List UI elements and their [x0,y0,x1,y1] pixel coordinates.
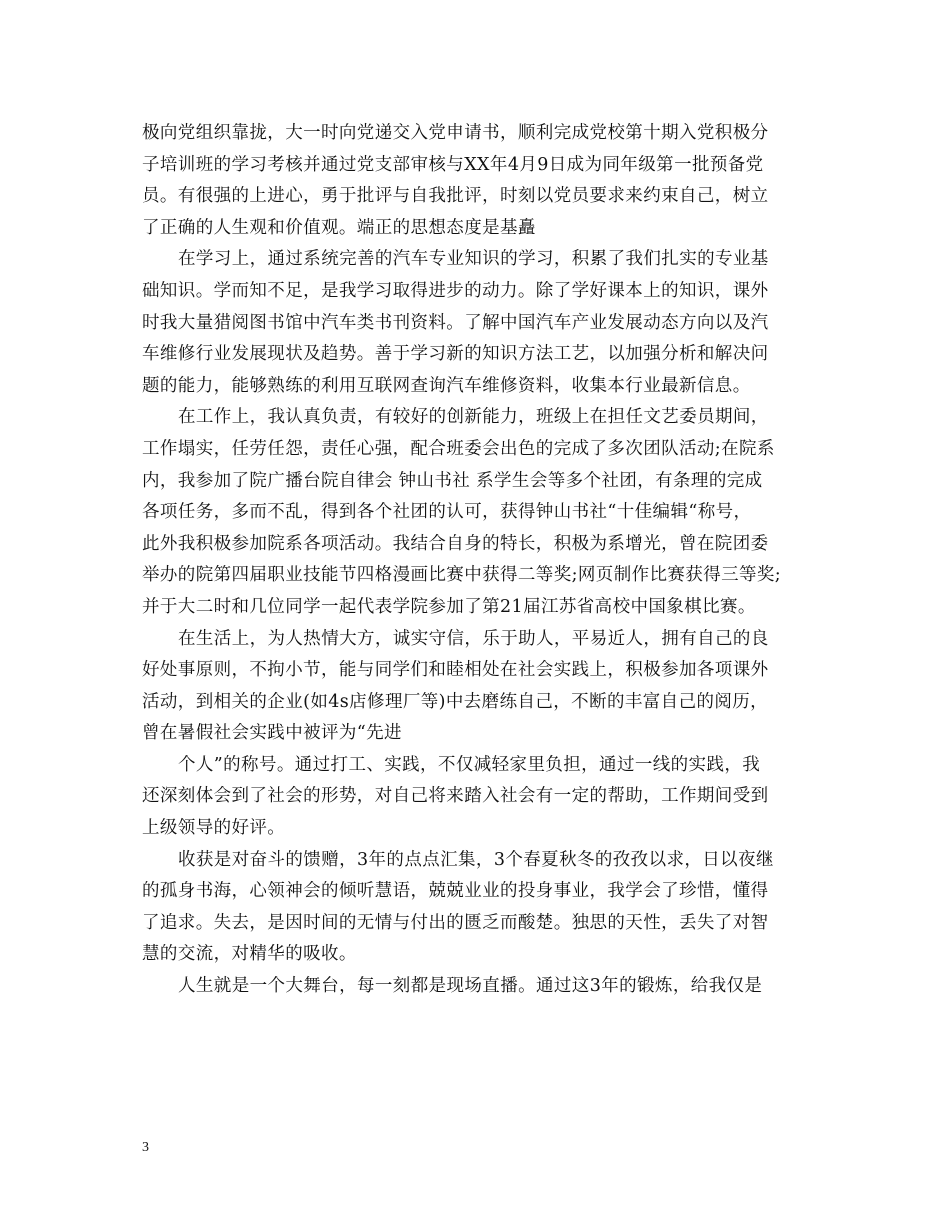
document-body [142,118,812,1003]
text-line: 子培训班的学习考核并通过党支部审核与XX年4月9日成为同年级第一批预备党 [142,154,764,175]
text-line: 了正确的人生观和价值观。端正的思想态度是基矗 [142,217,536,238]
text-line: 在工作上，我认真负责，有较好的创新能力，班级上在担任文艺委员期间， [178,407,769,428]
text-line: 此外我积极参加院系各项活动。我结合自身的特长，积极为系增光，曾在院团委 [142,533,769,554]
text-line: 了追求。失去，是因时间的无情与付出的匮乏而酸楚。独思的天性，丢失了对智 [142,912,769,933]
text-line: 活动，到相关的企业(如4s店修理厂等)中去磨练自己，不断的丰富自己的阅历， [142,691,769,712]
text-line: 举办的院第四届职业技能节四格漫画比赛中获得二等奖;网页制作比赛获得三等奖; [142,565,782,586]
text-line: 的孤身书海，心领神会的倾听慧语，兢兢业业的投身事业，我学会了珍惜，懂得 [142,881,769,902]
text-line: 础知识。学而知不足，是我学习取得进步的动力。除了学好课本上的知识，课外 [142,280,769,301]
text-line: 个人”的称号。通过打工、实践，不仅减轻家里负担，通过一线的实践，我 [178,754,761,775]
text-line: 上级领导的好评。 [142,818,286,839]
text-line: 题的能力，能够熟练的利用互联网查询汽车维修资料，收集本行业最新信息。 [142,375,751,396]
text-line: 慧的交流，对精华的吸收。 [142,944,357,965]
text-line: 人生就是一个大舞台，每一刻都是现场直播。通过这3年的锻炼，给我仅是 [178,976,763,997]
text-line: 内，我参加了院广播台院自律会 钟山书社 系学生会等多个社团，有条理的完成 [142,470,763,491]
text-line: 各项任务，多而不乱，得到各个社团的认可，获得钟山书社“十佳编辑“称号， [142,502,752,523]
text-line: 曾在暑假社会实践中被评为“先进 [142,723,402,744]
page-number: 3 [142,1140,149,1155]
text-line: 极向党组织靠拢，大一时向党递交入党申请书，顺利完成党校第十期入党积极分 [142,123,769,143]
text-line: 员。有很强的上进心，勇于批评与自我批评，时刻以党员要求来约束自己，树立 [142,186,769,207]
text-line: 好处事原则，不拘小节，能与同学们和睦相处在社会实践上，积极参加各项课外 [142,660,769,681]
text-line: 车维修行业发展现状及趋势。善于学习新的知识方法工艺，以加强分析和解决问 [142,344,769,365]
text-line: 收获是对奋斗的馈赠，3年的点点汇集，3个春夏秋冬的孜孜以求，日以夜继 [178,849,774,870]
text-line: 还深刻体会到了社会的形势，对自己将来踏入社会有一定的帮助，工作期间受到 [142,786,769,807]
text-line: 并于大二时和几位同学一起代表学院参加了第21届江苏省高校中国象棋比赛。 [142,596,756,617]
text-line: 工作塌实，任劳任怨，责任心强，配合班委会出色的完成了多次团队活动;在院系 [142,438,775,459]
text-line: 在生活上，为人热情大方，诚实守信，乐于助人，平易近人，拥有自己的良 [178,628,769,649]
text-line: 时我大量猎阅图书馆中汽车类书刊资料。了解中国汽车产业发展动态方向以及汽 [142,312,769,333]
text-line: 在学习上，通过系统完善的汽车专业知识的学习，积累了我们扎实的专业基 [178,249,769,270]
